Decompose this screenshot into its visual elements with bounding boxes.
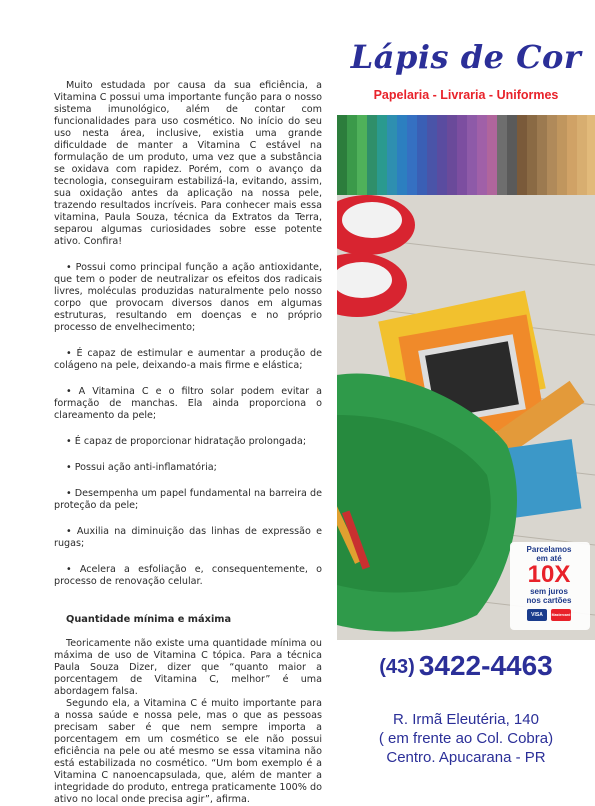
bullet-item: • Possui como principal função a ação antioxidante, que tem o poder de neutralizar os efeitos dos radicais livres, moléculas produzidas naturalmente pelo nosso corpo que provocam diversos danos em algumas estruturas, resultando em doenças e no próprio processo de envelhecimento; [54,262,322,333]
bullet-item: • É capaz de proporcionar hidratação prolongada; [66,436,307,447]
badge-line: em até [536,554,562,563]
installments-badge [513,545,585,621]
brand-logo: Lápis de Cor [350,38,582,76]
bullet-item: • Desempenha um papel fundamental na barreira de proteção da pele; [54,488,322,511]
bullet-item: • É capaz de estimular e aumentar a produção de colágeno na pele, deixando-a mais firme e elástica; [54,348,322,371]
mastercard-logo: Mastercard [551,609,571,621]
badge-line: nos cartões [526,596,572,605]
badge-line: Parcelamos [526,545,572,554]
bullet-item: • A Vitamina C e o filtro solar podem evitar a formação de manchas. Ela ainda proporciona o clareamento da pele; [54,386,322,421]
advertisement [337,0,595,794]
phone-number [337,650,595,682]
phone-digits: 3422-4463 [418,650,553,681]
bullet-item: • Auxilia na diminuição das linhas de expressão e rugas; [54,526,322,549]
article [54,80,322,806]
address-line: R. Irmã Eleutéria, 140 [393,711,539,728]
intro-paragraph: Muito estudada por causa da sua eficiência, a Vitamina C possui uma importante função para o nosso sistema imunológico, além de contar com funcionalidades para uso cosmético. No início do seu uso nesta área, inclusive, existia uma grande dificuldade de manter a Vitamina C estável na formulação de um produto, uma vez que a substância se oxidava com rapidez. Porém, com o avanço da tecnologia, conseguiram estabilizá-la, evitando, assim, sua oxidação antes da aplicação na nossa pele, trazendo resultados incríveis. Para conhecer mais essa vitamina, Paula Souza, técnica da Extratos da Terra, separou algumas curiosidades sobre esse potente ativo. Confira! [54,80,322,247]
address-line: ( em frente ao Col. Cobra) [378,730,554,747]
brand-tagline: Papelaria - Livraria - Uniformes [373,88,559,102]
body-paragraph: Segundo ela, a Vitamina C é muito importante para a nossa saúde e nossa pele, mas o que as pessoas precisam saber é que nem sempre importa a porcentagem em um cosmético se ele não possui eficiência na pele ou até mesmo se essa vitamina não está estabilizada no cosmético. “Um bom exemplo é a Vitamina C nanoencapsulada, que, além de manter a integridade do produto, entrega praticamente 100% do ativo no local onde precisa agir”, afirma. [54,698,322,805]
colored-pencils [337,115,595,195]
badge-number: 10X [527,561,571,588]
visa-logo: VISA [527,609,547,621]
address-line: Centro. Apucarana - PR [386,749,546,766]
bullet-item: • Possui ação anti-inflamatória; [66,462,217,473]
badge-line: sem juros [530,587,568,596]
section-heading: Quantidade mínima e máxima [66,614,232,625]
store-address [337,710,595,767]
bullet-item: • Acelera a esfoliação e, consequentemente, o processo de renovação celular. [54,564,322,587]
body-paragraph: Teoricamente não existe uma quantidade mínima ou máxima de uso de Vitamina C tópica. Para a técnica Paula Souza Dizer, dizer que “quanto maior a porcentagem de Vitamina C, melhor” é uma abordagem falsa. [54,638,322,697]
card-logos [513,609,585,621]
phone-area-code: (43) [379,656,415,678]
